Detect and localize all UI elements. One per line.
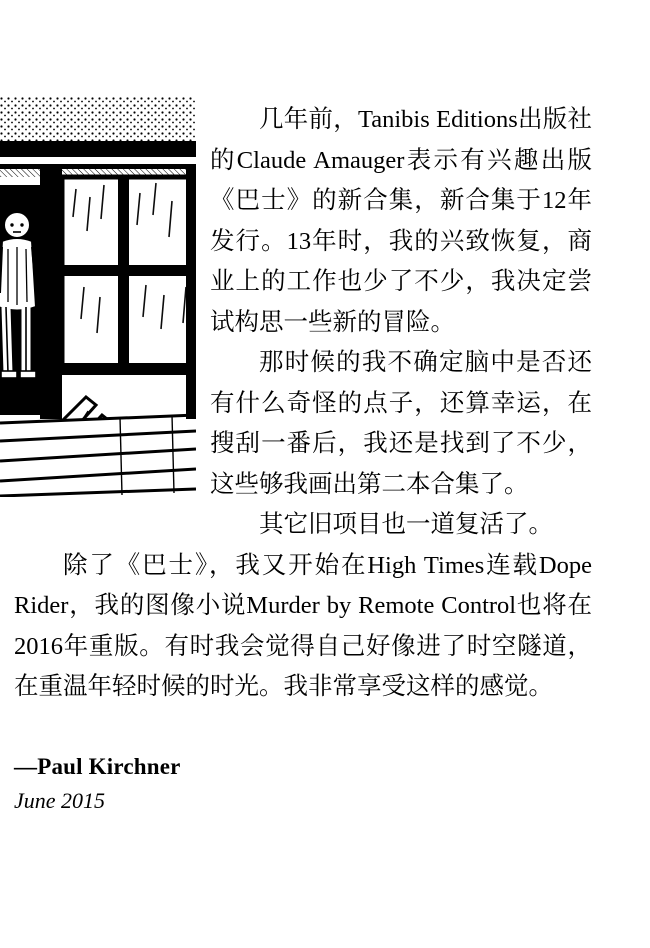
paragraph-4: 除了《巴士》，我又开始在High Times连载Dope Rider，我的图像小说Murder by Remote Control也将在2016年重版。有时我会觉得自己好像进了时空隧道，在重温年轻时候的时光。我非常享受这样的感觉。 xyxy=(14,551,592,700)
signature-block xyxy=(14,752,414,816)
paragraph-1: 几年前，Tanibis Editions出版社的Claude Amauger表示有兴趣出版《巴士》的新合集，新合集于12年发行。13年时，我的兴致恢复，商业上的工作也少了不少，我决定尝试构思一些新的冒险。 xyxy=(210,106,592,336)
author-name: —Paul Kirchner xyxy=(14,754,181,779)
paragraph-3: 其它旧项目也一道复活了。 xyxy=(259,511,553,538)
paragraph-2: 那时候的我不确定脑中是否还有什么奇怪的点子，还算幸运，在搜刮一番后，我还是找到了不少，这些够我画出第二本合集了。 xyxy=(210,349,592,498)
signature-date: June 2015 xyxy=(14,788,106,813)
article-body xyxy=(14,100,592,708)
